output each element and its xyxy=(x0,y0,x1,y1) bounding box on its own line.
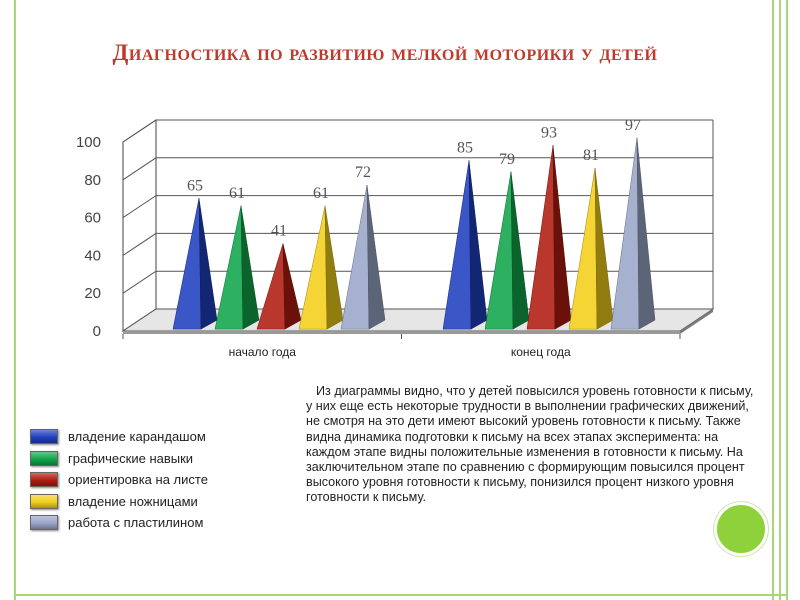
x-category-label: конец года xyxy=(510,345,571,359)
pyramid-bar-side-face xyxy=(595,168,613,329)
pyramid-bar-side-face xyxy=(283,244,301,329)
pyramid-bar-side-face xyxy=(469,160,487,329)
chart-side-wall xyxy=(123,120,156,331)
legend-label: графические навыки xyxy=(68,450,194,466)
pyramid-bar-front-face xyxy=(527,145,555,329)
gridline xyxy=(123,196,713,218)
pyramid-bar-side-face xyxy=(553,145,571,329)
pyramid-bar-front-face xyxy=(173,198,201,329)
pyramid-bar-side-face xyxy=(325,206,343,329)
pyramid-bar-front-face xyxy=(443,160,471,329)
y-tick-label: 20 xyxy=(84,285,101,303)
y-tick-label: 60 xyxy=(84,209,101,227)
pyramid-bar xyxy=(569,168,613,329)
x-category-label: начало года xyxy=(228,345,296,359)
y-tick-label: 40 xyxy=(84,247,101,265)
y-tick-label: 80 xyxy=(84,171,101,189)
legend-label: владение ножницами xyxy=(68,493,198,509)
chart-legend xyxy=(30,426,208,534)
data-label: 93 xyxy=(541,124,557,142)
legend-swatch xyxy=(30,472,58,487)
pyramid-bar-front-face xyxy=(569,168,597,329)
pyramid-bar-side-face xyxy=(367,185,385,329)
legend-swatch xyxy=(30,451,58,466)
legend-label: владение карандашом xyxy=(68,429,206,444)
chart-floor-edge xyxy=(123,331,680,334)
gridline xyxy=(123,158,713,180)
pyramid-bar-side-face xyxy=(241,206,259,329)
pyramid-bar xyxy=(173,198,217,329)
data-label: 79 xyxy=(499,150,515,168)
legend-item xyxy=(30,491,208,512)
pyramid-bar xyxy=(215,206,259,329)
data-label: 61 xyxy=(229,184,245,202)
data-label: 81 xyxy=(583,147,599,165)
legend-swatch xyxy=(30,429,58,444)
pyramid-bar xyxy=(257,244,301,329)
pyramid-bar-side-face xyxy=(199,198,217,329)
slide-title: Диагностика по развитию мелкой моторики у детей xyxy=(112,40,658,65)
legend-item xyxy=(30,512,208,533)
pyramid-bar-front-face xyxy=(257,244,285,329)
legend-item xyxy=(30,426,208,447)
legend-swatch xyxy=(30,494,58,509)
pyramid-bar xyxy=(299,206,343,329)
pyramid-bar-front-face xyxy=(215,206,243,329)
pyramid-bar xyxy=(527,145,571,329)
y-tick-label: 0 xyxy=(92,323,101,340)
pyramid-bar xyxy=(443,160,487,329)
data-label: 97 xyxy=(625,116,641,134)
data-label: 61 xyxy=(313,184,329,202)
legend-item xyxy=(30,469,208,490)
legend-swatch xyxy=(30,515,58,530)
pyramid-bar xyxy=(341,185,385,329)
legend-label: ориентировка на листе xyxy=(68,472,208,487)
data-label: 72 xyxy=(355,164,371,182)
data-label: 65 xyxy=(187,177,203,195)
y-tick-label: 100 xyxy=(75,134,101,151)
legend-label: работа с пластилином xyxy=(68,515,204,530)
legend-item xyxy=(30,448,208,469)
slide-description: Из диаграммы видно, что у детей повысился уровень готовности к письму, у них еще есть некоторые трудности в выполнении графических движений, не смотря на это дети имеют высокий уровень готовности к письму. Также видна динамика подготовки к письму на всех этапах эксперимента: на каждом этапе видны положительные изменения в готовности к письму. На заключительном этапе по сравнению с формирующим повысился процент высокого уровня готовности к письму, понизился процент низкого уровня готовности к письму. xyxy=(306,384,754,505)
data-label: 85 xyxy=(457,139,473,157)
decorative-green-circle xyxy=(714,502,768,556)
pyramid-bar-front-face xyxy=(299,206,327,329)
data-label: 41 xyxy=(271,222,287,240)
pyramid-bar-front-face xyxy=(341,185,369,329)
